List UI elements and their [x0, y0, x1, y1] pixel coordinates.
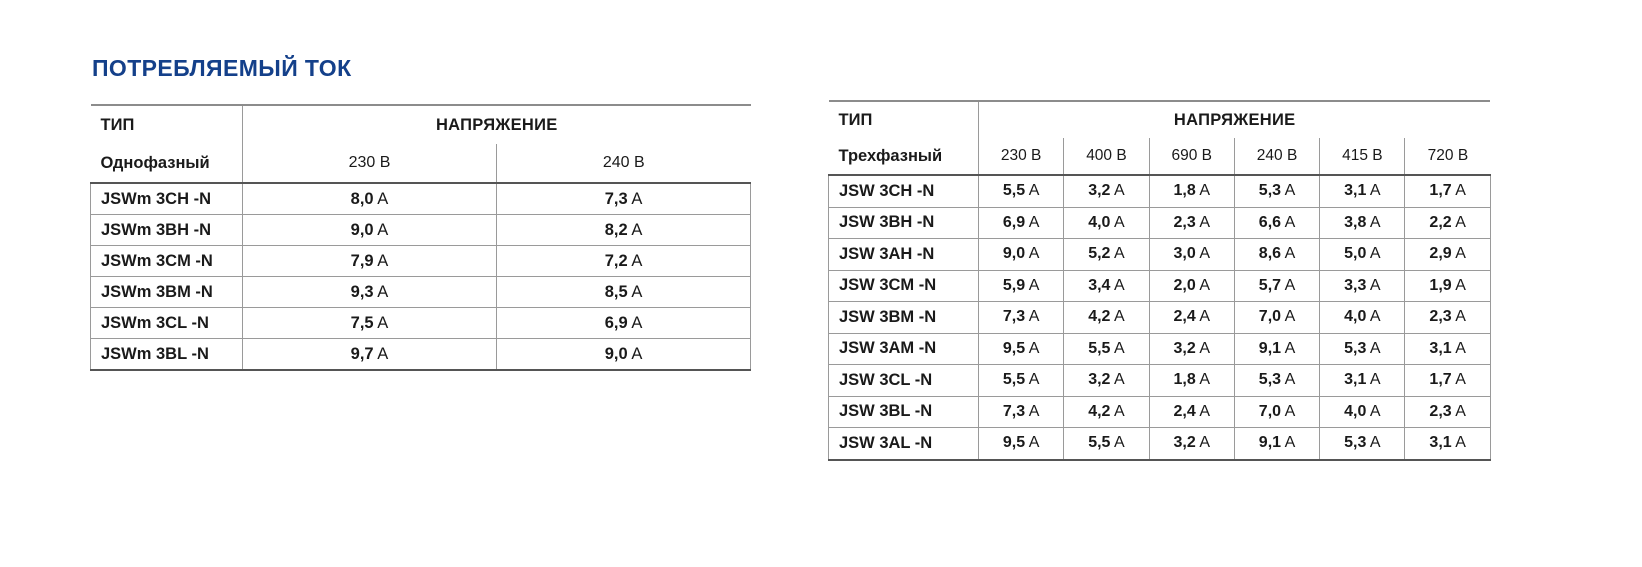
- row-value: 8,6 A: [1234, 239, 1319, 271]
- row-value: 5,5 A: [979, 365, 1064, 397]
- table-row: [91, 246, 751, 277]
- row-value: 9,0 A: [497, 339, 751, 371]
- row-value: 4,2 A: [1064, 302, 1149, 334]
- row-value: 1,7 A: [1405, 175, 1490, 207]
- table-row: [91, 183, 751, 215]
- row-value: 3,1 A: [1405, 428, 1490, 460]
- row-value: 5,5 A: [1064, 428, 1149, 460]
- row-value: 5,3 A: [1234, 365, 1319, 397]
- row-value: 1,8 A: [1149, 175, 1234, 207]
- row-type: JSWm 3CM -N: [91, 246, 243, 277]
- row-type: JSW 3CM -N: [829, 270, 979, 302]
- voltage-column-header: 415 В: [1320, 138, 1405, 175]
- row-value: 9,0 A: [243, 215, 497, 246]
- row-value: 3,1 A: [1405, 333, 1490, 365]
- row-value: 9,1 A: [1234, 333, 1319, 365]
- header-type: ТИП: [829, 101, 979, 138]
- row-value: 9,5 A: [979, 428, 1064, 460]
- row-value: 5,0 A: [1320, 239, 1405, 271]
- row-value: 5,5 A: [979, 175, 1064, 207]
- voltage-column-header: 400 В: [1064, 138, 1149, 175]
- row-value: 2,4 A: [1149, 396, 1234, 428]
- row-type: JSWm 3CH -N: [91, 183, 243, 215]
- row-value: 5,2 A: [1064, 239, 1149, 271]
- row-value: 2,9 A: [1405, 239, 1490, 271]
- table-row: [91, 339, 751, 371]
- row-type: JSW 3BM -N: [829, 302, 979, 334]
- voltage-column-header: 230 В: [979, 138, 1064, 175]
- table-header-row: [91, 105, 751, 144]
- voltage-column-header: 690 В: [1149, 138, 1234, 175]
- row-value: 5,3 A: [1320, 333, 1405, 365]
- table-row: [91, 308, 751, 339]
- row-type: JSWm 3CL -N: [91, 308, 243, 339]
- row-value: 4,0 A: [1064, 207, 1149, 239]
- row-value: 4,2 A: [1064, 396, 1149, 428]
- table-row: [829, 333, 1491, 365]
- row-value: 9,1 A: [1234, 428, 1319, 460]
- row-type: JSW 3BL -N: [829, 396, 979, 428]
- row-value: 3,2 A: [1064, 365, 1149, 397]
- table-row: [829, 175, 1491, 207]
- row-value: 9,0 A: [979, 239, 1064, 271]
- row-value: 3,2 A: [1149, 333, 1234, 365]
- row-value: 7,0 A: [1234, 396, 1319, 428]
- table-header-row: [829, 101, 1491, 138]
- row-value: 7,3 A: [979, 396, 1064, 428]
- row-type: JSW 3AM -N: [829, 333, 979, 365]
- voltage-column-header: 230 В: [243, 144, 497, 183]
- row-value: 2,0 A: [1149, 270, 1234, 302]
- row-type: JSW 3BH -N: [829, 207, 979, 239]
- row-value: 8,2 A: [497, 215, 751, 246]
- row-value: 3,1 A: [1320, 175, 1405, 207]
- row-value: 6,9 A: [979, 207, 1064, 239]
- table-row: [91, 215, 751, 246]
- row-value: 5,9 A: [979, 270, 1064, 302]
- table-subheader-row: [91, 144, 751, 183]
- row-value: 6,6 A: [1234, 207, 1319, 239]
- row-type: JSWm 3BH -N: [91, 215, 243, 246]
- row-type: JSW 3CL -N: [829, 365, 979, 397]
- row-value: 9,5 A: [979, 333, 1064, 365]
- row-value: 7,0 A: [1234, 302, 1319, 334]
- row-type: JSW 3AH -N: [829, 239, 979, 271]
- row-value: 5,5 A: [1064, 333, 1149, 365]
- row-value: 5,3 A: [1234, 175, 1319, 207]
- voltage-column-header: 720 В: [1405, 138, 1490, 175]
- table-row: [829, 207, 1491, 239]
- row-value: 3,8 A: [1320, 207, 1405, 239]
- row-value: 2,4 A: [1149, 302, 1234, 334]
- table-row: [829, 396, 1491, 428]
- row-type: JSW 3CH -N: [829, 175, 979, 207]
- row-value: 2,3 A: [1149, 207, 1234, 239]
- row-type: JSWm 3BL -N: [91, 339, 243, 371]
- row-value: 1,8 A: [1149, 365, 1234, 397]
- header-voltage: НАПРЯЖЕНИЕ: [979, 101, 1491, 138]
- row-value: 2,3 A: [1405, 302, 1490, 334]
- subheader-type: Трехфазный: [829, 138, 979, 175]
- row-value: 1,7 A: [1405, 365, 1490, 397]
- row-value: 8,0 A: [243, 183, 497, 215]
- row-value: 7,2 A: [497, 246, 751, 277]
- table-row: [829, 302, 1491, 334]
- current-table-single-phase: [90, 104, 751, 371]
- table-row: [829, 428, 1491, 460]
- row-type: JSWm 3BM -N: [91, 277, 243, 308]
- voltage-column-header: 240 В: [1234, 138, 1319, 175]
- row-value: 3,0 A: [1149, 239, 1234, 271]
- row-value: 5,7 A: [1234, 270, 1319, 302]
- header-voltage: НАПРЯЖЕНИЕ: [243, 105, 751, 144]
- row-value: 5,3 A: [1320, 428, 1405, 460]
- subheader-type: Однофазный: [91, 144, 243, 183]
- row-value: 8,5 A: [497, 277, 751, 308]
- row-value: 3,1 A: [1320, 365, 1405, 397]
- current-table-three-phase: [828, 100, 1491, 461]
- table-subheader-row: [829, 138, 1491, 175]
- row-value: 3,3 A: [1320, 270, 1405, 302]
- row-value: 7,3 A: [979, 302, 1064, 334]
- row-value: 3,4 A: [1064, 270, 1149, 302]
- row-value: 3,2 A: [1149, 428, 1234, 460]
- row-value: 6,9 A: [497, 308, 751, 339]
- page-title: ПОТРЕБЛЯЕМЫЙ ТОК: [92, 55, 352, 81]
- row-value: 9,3 A: [243, 277, 497, 308]
- row-value: 4,0 A: [1320, 302, 1405, 334]
- table-row: [829, 239, 1491, 271]
- table-row: [91, 277, 751, 308]
- row-value: 2,2 A: [1405, 207, 1490, 239]
- row-type: JSW 3AL -N: [829, 428, 979, 460]
- row-value: 4,0 A: [1320, 396, 1405, 428]
- row-value: 9,7 A: [243, 339, 497, 371]
- voltage-column-header: 240 В: [497, 144, 751, 183]
- header-type: ТИП: [91, 105, 243, 144]
- row-value: 2,3 A: [1405, 396, 1490, 428]
- row-value: 7,5 A: [243, 308, 497, 339]
- table-row: [829, 270, 1491, 302]
- row-value: 7,9 A: [243, 246, 497, 277]
- row-value: 3,2 A: [1064, 175, 1149, 207]
- row-value: 1,9 A: [1405, 270, 1490, 302]
- row-value: 7,3 A: [497, 183, 751, 215]
- table-row: [829, 365, 1491, 397]
